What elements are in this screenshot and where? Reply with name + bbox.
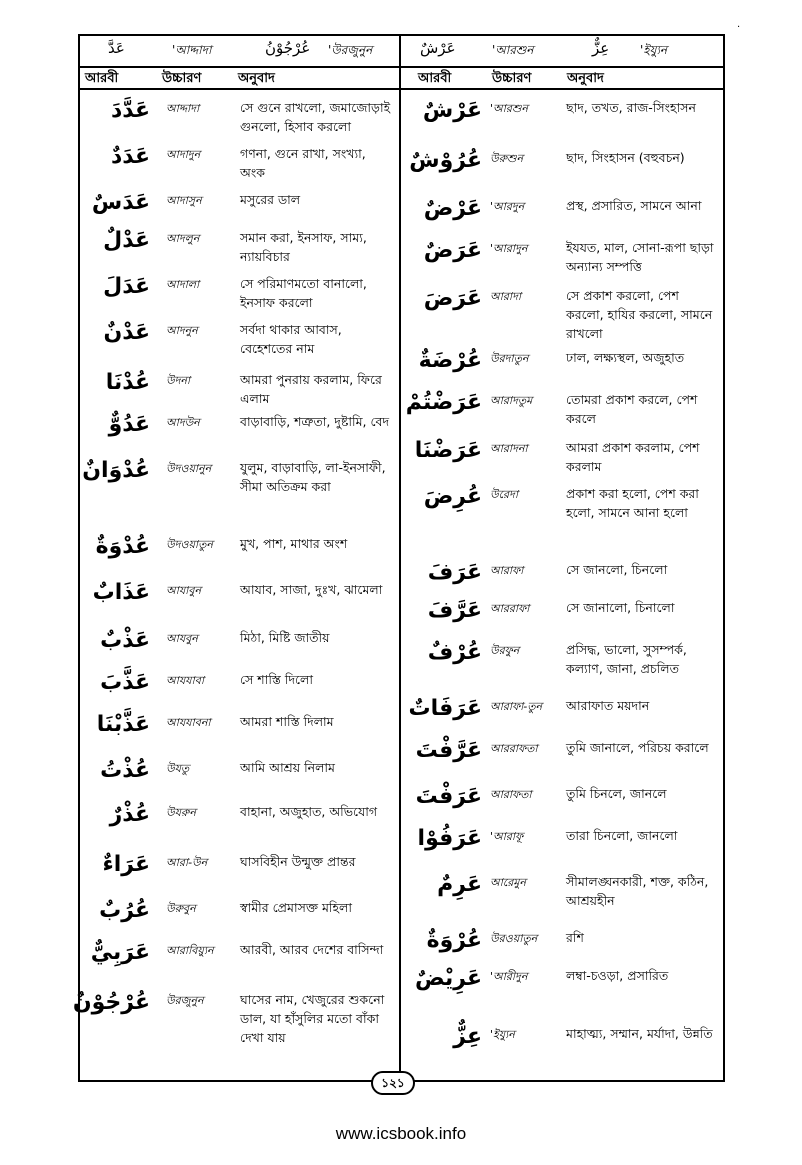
entry-pronunciation: 'ইয্যুন xyxy=(490,1028,515,1041)
entry-arabic-word: عَدُوٌّ xyxy=(108,412,150,437)
entry-arabic-word: عَرَضْتُمْ xyxy=(405,390,482,415)
entry-meaning: আমরা শাস্তি দিলাম xyxy=(240,714,334,729)
entry-arabic-word: عَرَضٌ xyxy=(423,238,482,263)
entry-meaning: সীমালঙ্ঘনকারী, শক্ত, কঠিন, আশ্রয়হীন xyxy=(566,874,709,908)
entry-pronunciation: উরজুনুন xyxy=(166,994,204,1007)
entry-meaning: তুমি জানালে, পরিচয় করালে xyxy=(566,740,709,755)
header-arabic-4: عِزٌّ xyxy=(592,39,610,57)
entry-pronunciation: 'আরাফূ xyxy=(490,830,524,843)
entry-meaning: তোমরা প্রকাশ করলে, পেশ করলে xyxy=(566,392,698,426)
entry-arabic-word: عُدْوَانٌ xyxy=(82,458,150,483)
entry-arabic-word: عَدْلٌ xyxy=(103,228,150,253)
entry-meaning: তারা চিনলো, জানলো xyxy=(566,828,678,843)
entry-pronunciation: আরাদা xyxy=(490,290,522,303)
entry-arabic-word: عَذَّبْنَا xyxy=(96,712,150,737)
header-translit-2: 'উরজুনুন xyxy=(328,43,373,57)
entry-arabic-word: عُذْتُ xyxy=(100,758,150,783)
entry-pronunciation: আরাদনা xyxy=(490,442,528,455)
entry-arabic-word: عَرَفْتَ xyxy=(415,784,482,809)
col-pronunciation-right: উচ্চারণ xyxy=(492,71,532,86)
dictionary-page-frame xyxy=(72,34,725,1090)
entry-meaning: ঘাসবিহীন উন্মুক্ত প্রান্তর xyxy=(240,854,356,869)
entry-pronunciation: আররাফা xyxy=(490,602,530,615)
entry-arabic-word: عُذْرٌ xyxy=(109,802,150,827)
header-arabic-2: عُرْجُوْنُ xyxy=(265,39,311,57)
col-arabic-right: আরবী xyxy=(418,71,452,86)
col-meaning-right: অনুবাদ xyxy=(567,71,604,86)
entry-pronunciation: উরুবুন xyxy=(166,902,196,915)
entry-arabic-word: عَرْشٌ xyxy=(422,98,482,123)
entry-arabic-word: عُرْفٌ xyxy=(427,640,482,665)
entry-arabic-word: عَذَّبَ xyxy=(100,670,150,695)
entry-arabic-word: عَدَّدَ xyxy=(110,98,150,123)
entry-arabic-word: عُرِضَ xyxy=(423,484,482,509)
entry-meaning: স্বামীর প্রেমাসক্ত মহিলা xyxy=(240,900,352,915)
entry-pronunciation: আদ্দাদা xyxy=(166,102,200,115)
entry-pronunciation: আযযাবা xyxy=(166,674,205,687)
entry-arabic-word: عَدَسٌ xyxy=(91,190,150,215)
header-translit-1: 'আদ্দাদা xyxy=(172,43,212,57)
entry-arabic-word: عَرَفَ xyxy=(427,560,482,585)
entry-arabic-word: عِزٌّ xyxy=(453,1024,482,1049)
entry-pronunciation: আরা-উন xyxy=(166,856,208,869)
entry-meaning: মুখ, পাশ, মাথার অংশ xyxy=(240,536,348,551)
entry-pronunciation: আযবুন xyxy=(166,632,198,645)
entry-arabic-word: عَذَابٌ xyxy=(92,580,150,605)
entry-pronunciation: আদউন xyxy=(166,416,200,429)
entry-pronunciation: আদলুন xyxy=(166,232,200,245)
entry-pronunciation: উযরুন xyxy=(166,806,196,819)
entry-meaning: সে শাস্তি দিলো xyxy=(240,672,313,687)
entry-meaning: মসুরের ডাল xyxy=(240,192,301,207)
entry-meaning: আমি আশ্রয় নিলাম xyxy=(240,760,335,775)
column-headers xyxy=(80,66,723,90)
col-pronunciation-left: উচ্চারণ xyxy=(162,71,202,86)
entry-pronunciation: 'আরীদুন xyxy=(490,970,528,983)
entry-arabic-word: عُرُوْشٌ xyxy=(409,148,482,173)
entry-arabic-word: عَدَلَ xyxy=(103,274,150,299)
entry-arabic-word: عَذْبٌ xyxy=(100,628,150,653)
entry-arabic-word: عُرْضَةٌ xyxy=(418,348,482,373)
entry-meaning: সে গুনে রাখলো, জমাজোড়াই গুনলো, হিসাব করলো xyxy=(240,100,391,134)
entry-pronunciation: আররাফতা xyxy=(490,742,538,755)
entry-arabic-word: عُدْوَةٌ xyxy=(95,534,150,559)
entry-meaning: প্রসিদ্ধ, ভালো, সুসম্পর্ক, কল্যাণ, জানা, প্রচলিত xyxy=(566,642,687,676)
entry-meaning: তুমি চিনলে, জানলে xyxy=(566,786,667,801)
entry-arabic-word: عُدْنَا xyxy=(105,370,150,395)
entry-meaning: ঘাসের নাম, খেজুরের শুকনো ডাল, যা হাঁসুলির মতো বাঁকা দেখা যায় xyxy=(240,992,385,1045)
entry-meaning: সে জানলো, চিনলো xyxy=(566,562,668,577)
entry-arabic-word: عَرْضٌ xyxy=(423,196,482,221)
entry-arabic-word: عَرَفَاتٌ xyxy=(408,696,482,721)
entry-meaning: প্রস্থ, প্রসারিত, সামনে আনা xyxy=(566,198,702,213)
entry-meaning: সমান করা, ইনসাফ, সাম্য, ন্যায়বিচার xyxy=(240,230,367,264)
entry-pronunciation: আদালা xyxy=(166,278,200,291)
entry-pronunciation: উরওয়াতুন xyxy=(490,932,538,945)
entry-meaning: রশি xyxy=(566,930,584,945)
entry-pronunciation: উরেদা xyxy=(490,488,519,501)
header-translit-3: 'আরশুন xyxy=(492,43,534,57)
entry-pronunciation: আরাবিয়্যুন xyxy=(166,944,214,957)
header-arabic-1: عَدَّ xyxy=(108,39,125,57)
entry-pronunciation: আরাদতুম xyxy=(490,394,533,407)
entry-meaning: সে পরিমাণমতো বানালো, ইনসাফ করলো xyxy=(240,276,367,310)
footer-url: www.icsbook.info xyxy=(335,1124,467,1143)
entry-pronunciation: উরুশুন xyxy=(490,152,524,165)
entry-meaning: আরবী, আরব দেশের বাসিন্দা xyxy=(240,942,384,957)
header-translit-4: 'ইয্যুন xyxy=(640,43,668,57)
column-divider xyxy=(399,36,401,1080)
entry-pronunciation: আরাফা-তুন xyxy=(490,700,543,713)
entry-arabic-word: عَرِمٌ xyxy=(437,872,482,897)
entry-pronunciation: আযাবুন xyxy=(166,584,202,597)
entry-pronunciation: 'আরদুন xyxy=(490,200,525,213)
col-arabic-left: আরবী xyxy=(85,71,119,86)
entry-pronunciation: 'আরাদুন xyxy=(490,242,528,255)
entry-meaning: বাড়াবাড়ি, শত্রুতা, দুষ্টামি, বেদ xyxy=(240,414,390,429)
entry-meaning: ছাদ, তখত, রাজ-সিংহাসন xyxy=(566,100,696,115)
entry-arabic-word: عُرْوَةٌ xyxy=(426,928,482,953)
entry-meaning: লম্বা-চওড়া, প্রসারিত xyxy=(566,968,669,983)
entry-meaning: আযাব, সাজা, দুঃখ, ঝামেলা xyxy=(240,582,383,597)
entry-pronunciation: আরাফা xyxy=(490,564,524,577)
entry-pronunciation: 'আরশুন xyxy=(490,102,528,115)
entry-arabic-word: عُرُبٌ xyxy=(99,898,150,923)
entry-meaning: গণনা, গুনে রাখা, সংখ্যা, অংক xyxy=(240,146,366,180)
col-meaning-left: অনুবাদ xyxy=(238,71,275,86)
entry-arabic-word: عَرَاءٌ xyxy=(102,852,150,877)
entry-pronunciation: উদওয়ানুন xyxy=(166,462,212,475)
entry-arabic-word: عَرَّفْتَ xyxy=(415,738,482,763)
entry-pronunciation: আযযাবনা xyxy=(166,716,211,729)
entry-arabic-word: عَرَفُوْا xyxy=(417,826,482,851)
entry-meaning: আমরা পুনরায় করলাম, ফিরে এলাম xyxy=(240,372,382,406)
entry-pronunciation: আরাফতা xyxy=(490,788,532,801)
entry-meaning: আমরা প্রকাশ করলাম, পেশ করলাম xyxy=(566,440,700,474)
corner-mark: · xyxy=(737,22,741,33)
entry-meaning: বাহানা, অজুহাত, অভিযোগ xyxy=(240,804,378,819)
entry-pronunciation: আদনুন xyxy=(166,324,198,337)
entry-arabic-word: عَرَضْنَا xyxy=(414,438,482,463)
entry-pronunciation: উরদাতুন xyxy=(490,352,529,365)
entry-meaning: আরাফাত ময়দান xyxy=(566,698,650,713)
entry-pronunciation: উরফুন xyxy=(490,644,520,657)
entry-arabic-word: عَرِيْضٌ xyxy=(415,966,482,991)
entry-meaning: সর্বদা থাকার আবাস, বেহেশতের নাম xyxy=(240,322,342,356)
entry-arabic-word: عَرَضَ xyxy=(423,286,482,311)
entry-meaning: ঢাল, লক্ষ্যস্থল, অজুহাত xyxy=(566,350,685,365)
entry-pronunciation: উযতু xyxy=(166,762,190,775)
entry-arabic-word: عُرْجُوْنٌ xyxy=(72,990,150,1015)
entry-meaning: প্রকাশ করা হলো, পেশ করা হলো, সামনে আনা হলো xyxy=(566,486,699,520)
entry-arabic-word: عَدْنٌ xyxy=(103,320,150,345)
entry-pronunciation: উদনা xyxy=(166,374,191,387)
entry-meaning: সে জানালো, চিনালো xyxy=(566,600,675,615)
entry-meaning: মিঠা, মিষ্টি জাতীয় xyxy=(240,630,330,645)
entry-arabic-word: عَرَبِيٌّ xyxy=(90,940,150,965)
header-arabic-3: عَرْشٌ xyxy=(420,39,456,57)
entry-pronunciation: আদাসুন xyxy=(166,194,202,207)
entry-pronunciation: আদাদুন xyxy=(166,148,201,161)
entry-meaning: যুলুম, বাড়াবাড়ি, লা-ইনসাফী, সীমা অতিক্রম করা xyxy=(240,460,386,494)
entry-meaning: মাহাত্ম্য, সম্মান, মর্যাদা, উন্নতি xyxy=(566,1026,713,1041)
page-number: ১২১ xyxy=(371,1071,415,1095)
entry-pronunciation: উদওয়াতুন xyxy=(166,538,213,551)
entry-meaning: ইযযত, মাল, সোনা-রূপা ছাড়া অন্যান্য সম্পত্তি xyxy=(566,240,714,274)
entry-pronunciation: আরেমুন xyxy=(490,876,526,889)
entry-meaning: ছাদ, সিংহাসন (বহুবচন) xyxy=(566,150,685,165)
entry-meaning: সে প্রকাশ করলো, পেশ করলো, হাযির করলো, সামনে রাখলো xyxy=(566,288,713,341)
entry-arabic-word: عَدَدٌ xyxy=(110,144,150,169)
entry-arabic-word: عَرَّفَ xyxy=(427,598,482,623)
running-header xyxy=(80,36,723,68)
